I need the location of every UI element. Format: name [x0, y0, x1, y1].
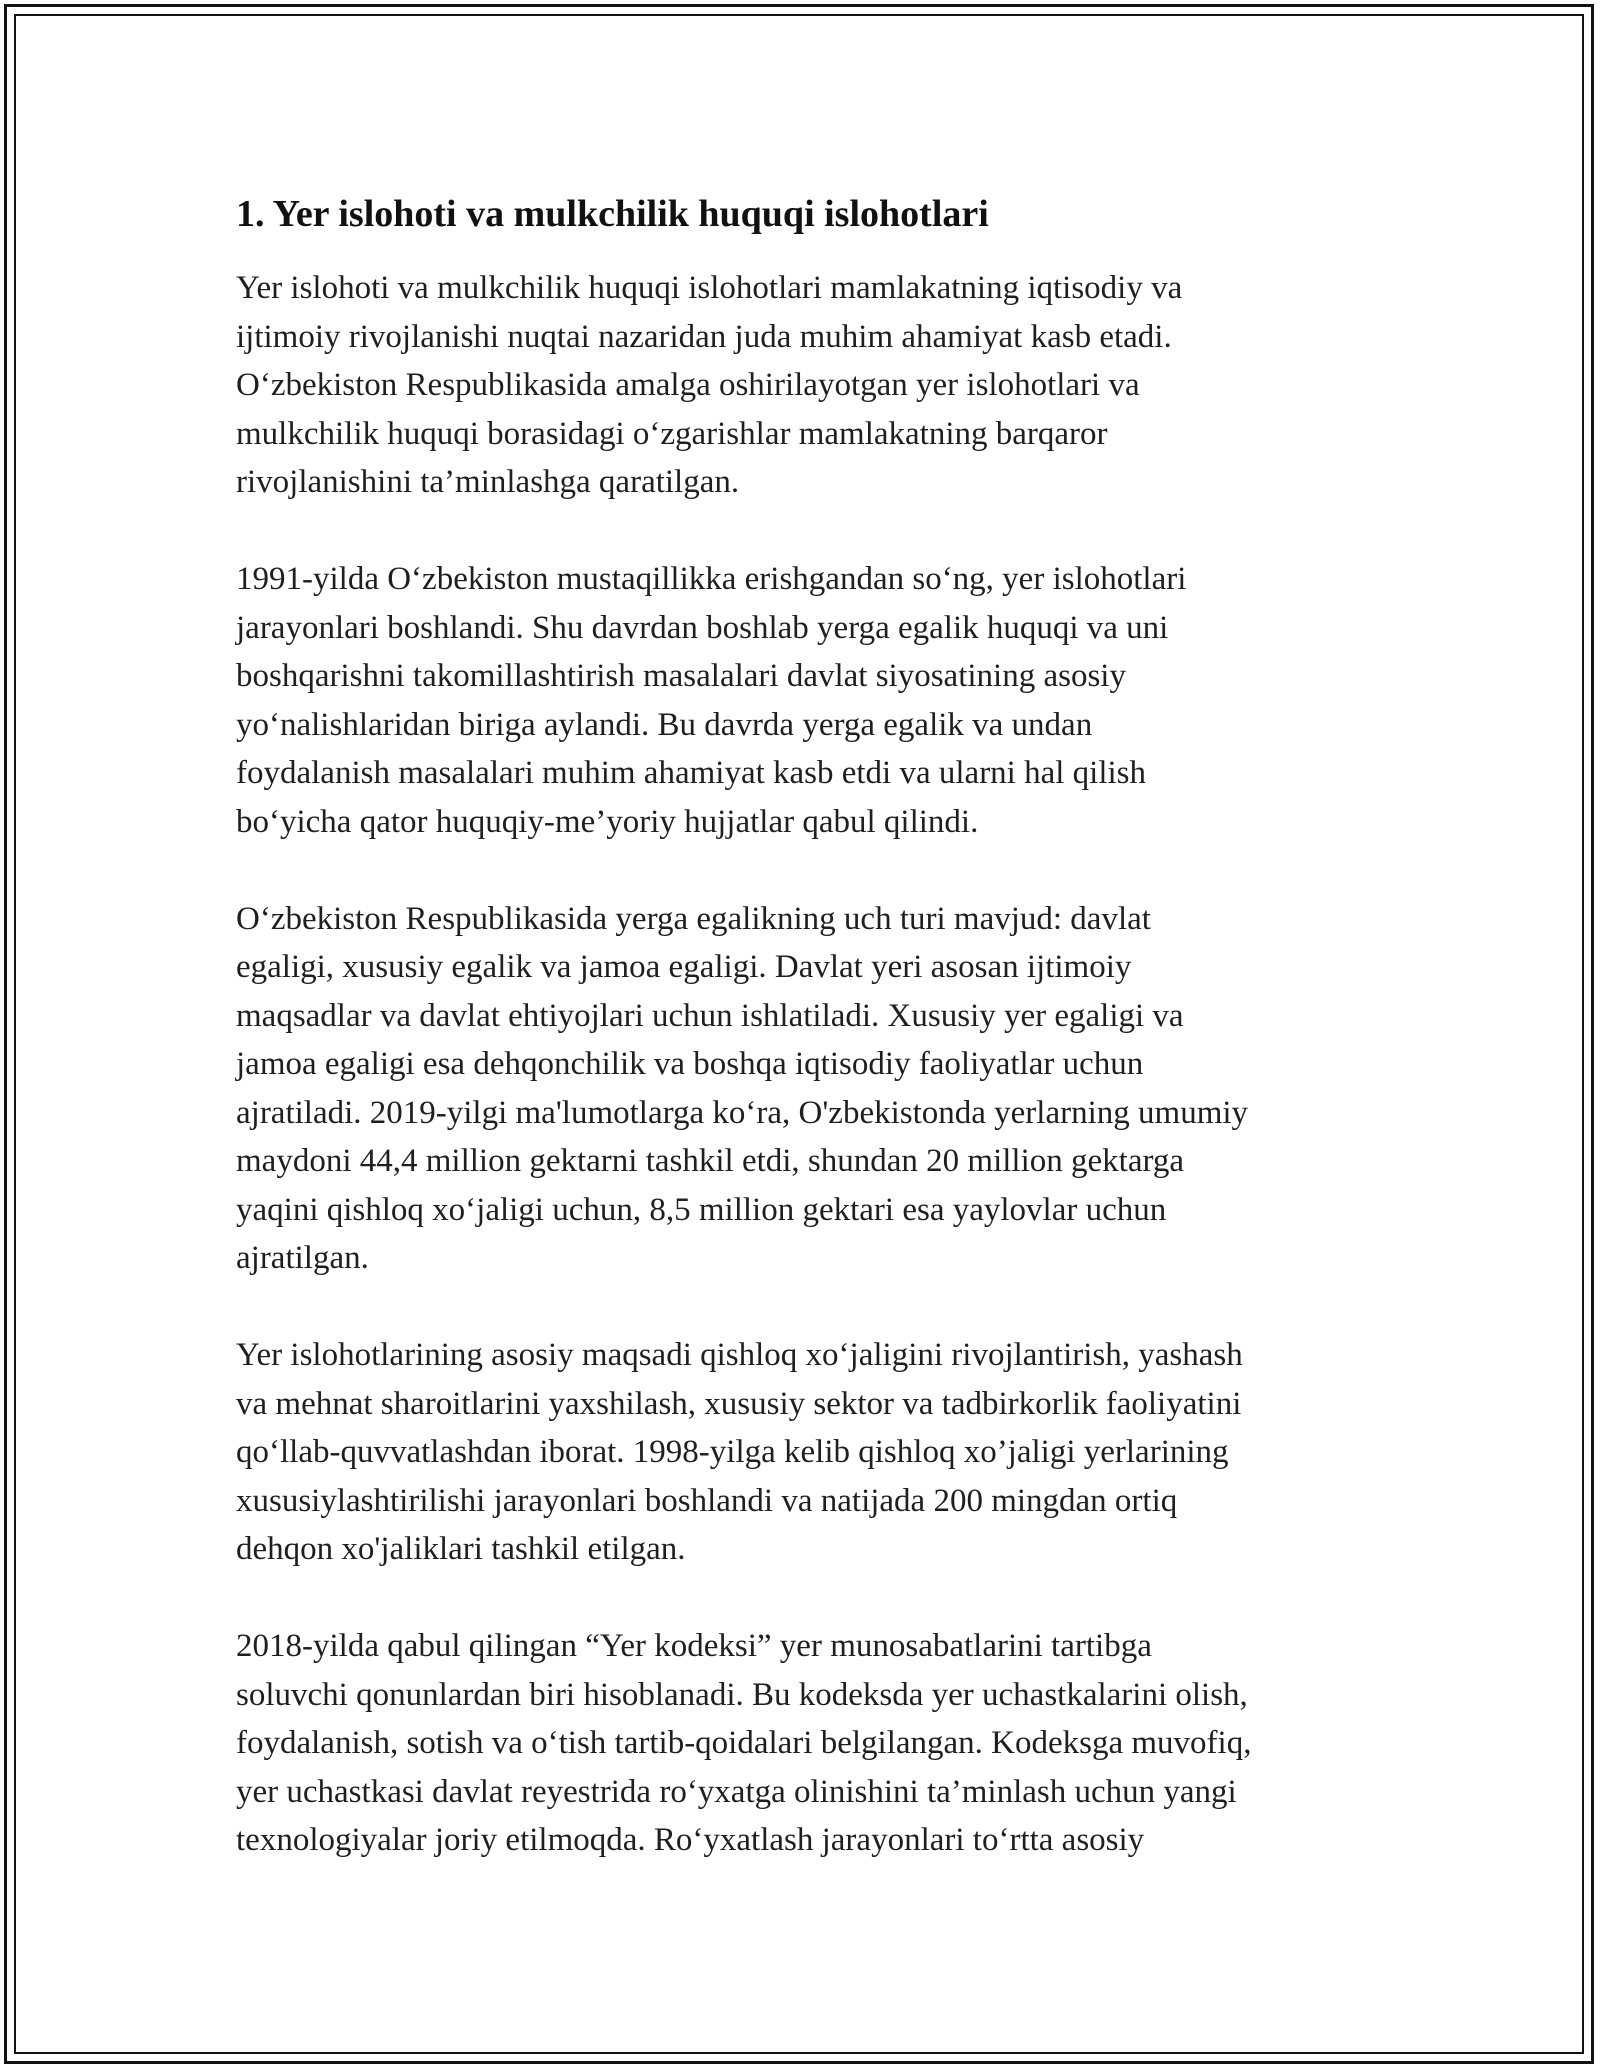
paragraph-line: maydoni 44,4 million gektarni tashkil etdi, shundan 20 million gektarga	[236, 1143, 1185, 1179]
paragraph-line: maqsadlar va davlat ehtiyojlari uchun ishlatiladi. Xususiy yer egaligi va	[236, 997, 1184, 1034]
paragraph-line: soluvchi qonunlardan biri hisoblanadi. Bu kodeksda yer uchastkalarini olish,	[236, 1676, 1248, 1713]
paragraph-line: rivojlanishini ta’minlashga qaratilgan.	[236, 464, 740, 500]
paragraph-list	[236, 264, 1376, 1865]
paragraph-line: dehqon xo'jaliklari tashkil etilgan.	[236, 1531, 686, 1567]
paragraph-line: boshqarishni takomillashtirish masalalari davlat siyosatining asosiy	[236, 658, 1126, 694]
paragraph-line: 2018-yilda qabul qilingan “Yer kodeksi” yer munosabatlarini tartibga	[236, 1628, 1152, 1664]
paragraph-line: yo‘nalishlaridan biriga aylandi. Bu davrda yerga egalik va undan	[236, 706, 1093, 743]
paragraph-line: ijtimoiy rivojlanishi nuqtai nazaridan juda muhim ahamiyat kasb etadi.	[236, 318, 1172, 355]
paragraph-line: O‘zbekiston Respublikasida yerga egalikning uch turi mavjud: davlat	[236, 900, 1151, 937]
paragraph-line: jamoa egaligi esa dehqonchilik va boshqa iqtisodiy faoliyatlar uchun	[236, 1046, 1144, 1082]
paragraph-line: jarayonlari boshlandi. Shu davrdan boshlab yerga egalik huquqi va uni	[236, 609, 1169, 646]
paragraph-line: Yer islohotlarining asosiy maqsadi qishloq xo‘jaligini rivojlantirish, yashash	[236, 1337, 1243, 1373]
section-heading: 1. Yer islohoti va mulkchilik huquqi islohotlari	[236, 193, 989, 235]
document-body	[236, 188, 1376, 1865]
paragraph-1	[236, 264, 1376, 507]
paragraph-line: qo‘llab-quvvatlashdan iborat. 1998-yilga kelib qishloq xo’jaligi yerlarining	[236, 1434, 1229, 1470]
paragraph-line: foydalanish, sotish va o‘tish tartib-qoidalari belgilangan. Kodeksga muvofiq,	[236, 1725, 1252, 1761]
paragraph-line: texnologiyalar joriy etilmoqda. Ro‘yxatlash jarayonlari to‘rtta asosiy	[236, 1822, 1145, 1858]
paragraph-line: ajratilgan.	[236, 1240, 369, 1276]
paragraph-line: foydalanish masalalari muhim ahamiyat kasb etdi va ularni hal qilish	[236, 755, 1147, 791]
paragraph-line: ajratiladi. 2019-yilgi ma'lumotlarga ko‘ra, O'zbekistonda yerlarning umumiy	[236, 1094, 1249, 1131]
paragraph-line: 1991-yilda O‘zbekiston mustaqillikka erishgandan so‘ng, yer islohotlari	[236, 561, 1187, 597]
paragraph-line: mulkchilik huquqi borasidagi o‘zgarishlar mamlakatning barqaror	[236, 415, 1108, 452]
paragraph-4	[236, 1331, 1376, 1574]
paragraph-line: yer uchastkasi davlat reyestrida ro‘yxatga olinishini ta’minlash uchun yangi	[236, 1773, 1237, 1810]
paragraph-line: va mehnat sharoitlarini yaxshilash, xususiy sektor va tadbirkorlik faoliyatini	[236, 1385, 1242, 1422]
paragraph-line: bo‘yicha qator huquqiy-me’yoriy hujjatlar qabul qilindi.	[236, 803, 979, 840]
paragraph-2	[236, 555, 1376, 846]
paragraph-line: xususiylashtirilishi jarayonlari boshlandi va natijada 200 mingdan ortiq	[236, 1482, 1178, 1519]
paragraph-line: yaqini qishloq xo‘jaligi uchun, 8,5 million gektari esa yaylovlar uchun	[236, 1191, 1167, 1228]
paragraph-line: O‘zbekiston Respublikasida amalga oshirilayotgan yer islohotlari va	[236, 367, 1140, 403]
paragraph-3	[236, 895, 1376, 1283]
paragraph-line: Yer islohoti va mulkchilik huquqi islohotlari mamlakatning iqtisodiy va	[236, 270, 1183, 306]
paragraph-line: egaligi, xususiy egalik va jamoa egaligi. Davlat yeri asosan ijtimoiy	[236, 949, 1132, 985]
paragraph-5	[236, 1622, 1376, 1865]
